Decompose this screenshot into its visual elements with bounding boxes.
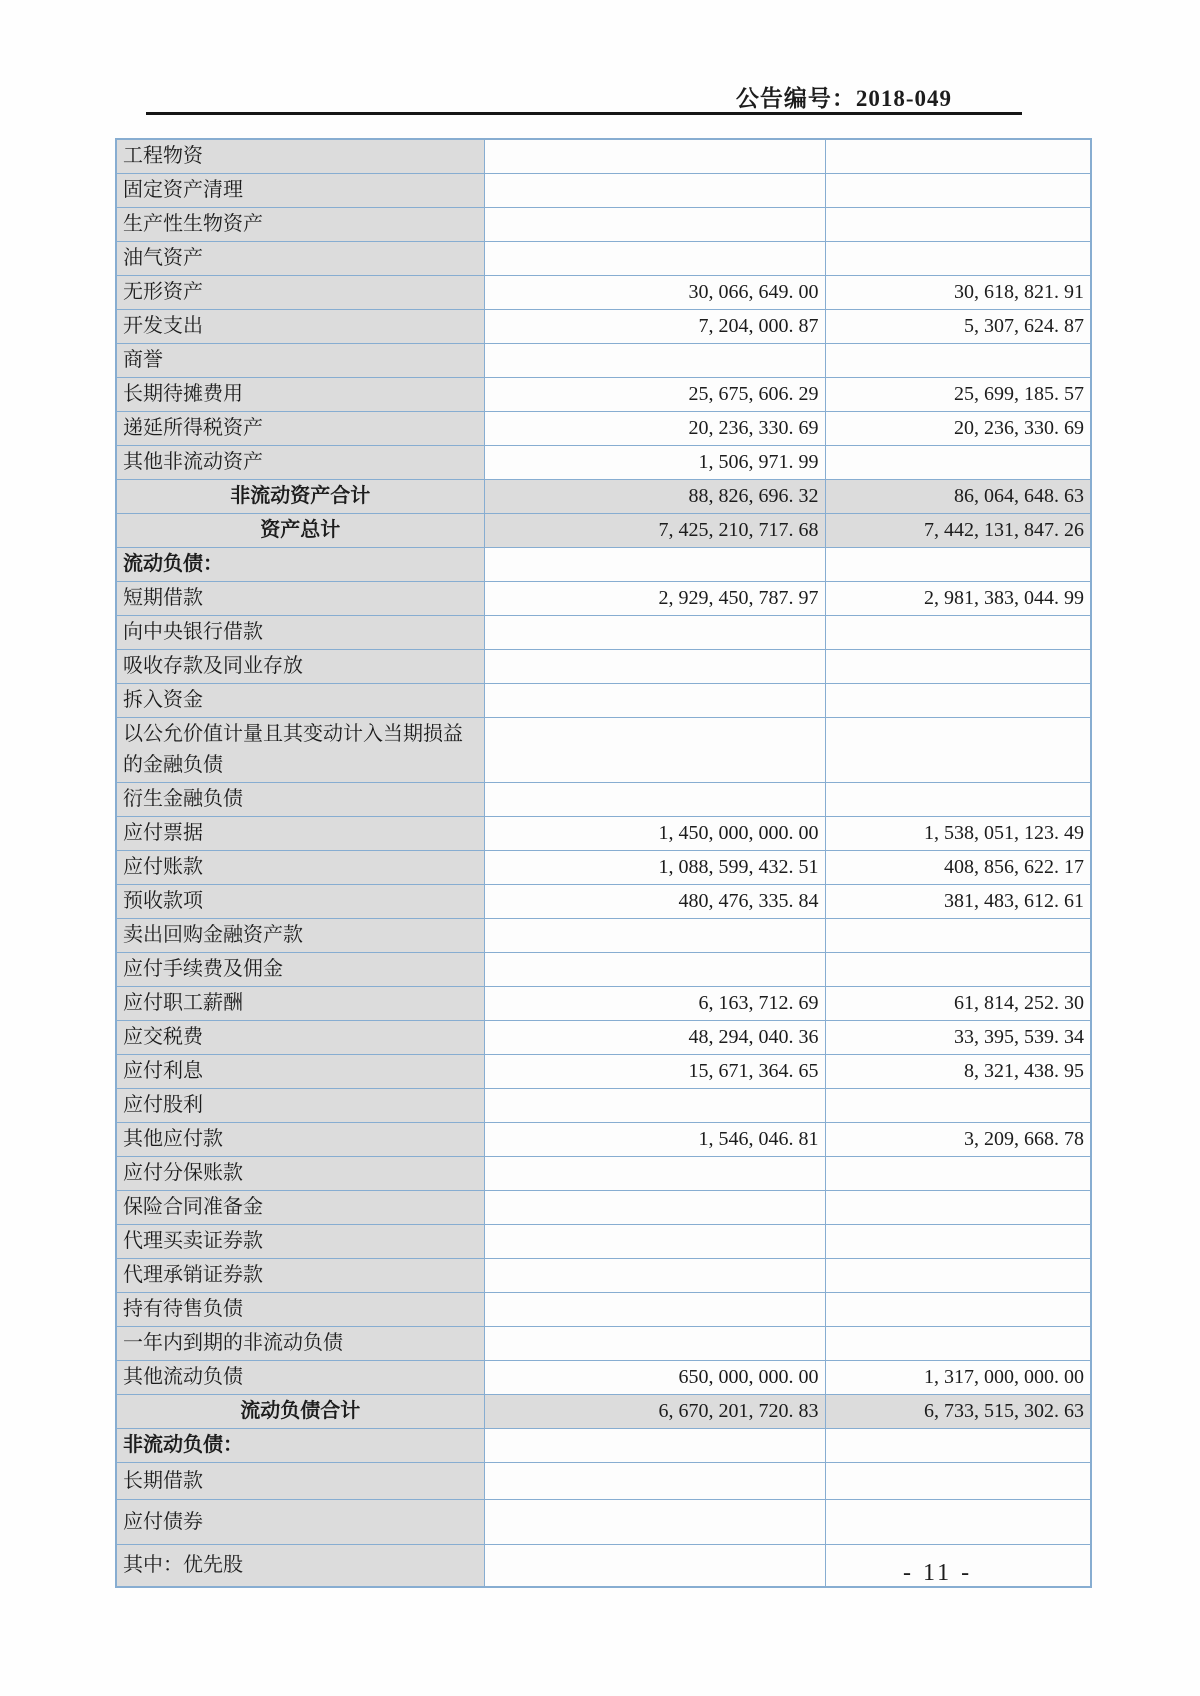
announcement-number: 公告编号：2018-049: [735, 86, 952, 111]
value-current-period: [484, 139, 825, 174]
table-row: [116, 1157, 1091, 1191]
value-prior-period: 3, 209, 668. 78: [825, 1123, 1091, 1157]
value-current-period: [484, 1500, 825, 1545]
value-current-period: [484, 1191, 825, 1225]
value-current-period: [484, 1463, 825, 1500]
table-row: [116, 1293, 1091, 1327]
row-label: 流动负债合计: [116, 1395, 484, 1429]
value-prior-period: [825, 718, 1091, 783]
value-prior-period: [825, 684, 1091, 718]
table-row: [116, 987, 1091, 1021]
row-label: 长期借款: [116, 1463, 484, 1500]
value-prior-period: 86, 064, 648. 63: [825, 480, 1091, 514]
row-label: 开发支出: [116, 310, 484, 344]
table-row: [116, 817, 1091, 851]
value-prior-period: [825, 1327, 1091, 1361]
value-current-period: 2, 929, 450, 787. 97: [484, 582, 825, 616]
value-prior-period: [825, 1259, 1091, 1293]
value-current-period: [484, 1225, 825, 1259]
table-row: [116, 1500, 1091, 1545]
table-row: [116, 242, 1091, 276]
value-prior-period: [825, 783, 1091, 817]
value-prior-period: [825, 208, 1091, 242]
row-label: 应付股利: [116, 1089, 484, 1123]
table-row: [116, 446, 1091, 480]
row-label: 向中央银行借款: [116, 616, 484, 650]
row-label: 商誉: [116, 344, 484, 378]
table-row: [116, 1259, 1091, 1293]
row-label: 应付利息: [116, 1055, 484, 1089]
value-current-period: [484, 650, 825, 684]
row-label: 长期待摊费用: [116, 378, 484, 412]
row-label: 应付债券: [116, 1500, 484, 1545]
value-prior-period: [825, 344, 1091, 378]
row-label: 应付职工薪酬: [116, 987, 484, 1021]
row-label: 以公允价值计量且其变动计入当期损益的金融负债: [116, 718, 484, 783]
table-row: [116, 582, 1091, 616]
row-label: 短期借款: [116, 582, 484, 616]
value-current-period: 1, 546, 046. 81: [484, 1123, 825, 1157]
table-row: [116, 650, 1091, 684]
table-row: [116, 783, 1091, 817]
table-row: [116, 953, 1091, 987]
table-row: [116, 1225, 1091, 1259]
row-label: 拆入资金: [116, 684, 484, 718]
table-row: [116, 310, 1091, 344]
row-label: 代理买卖证券款: [116, 1225, 484, 1259]
value-prior-period: [825, 650, 1091, 684]
balance-sheet-body: [116, 139, 1091, 1587]
table-row: [116, 718, 1091, 783]
table-row: [116, 208, 1091, 242]
table-row: [116, 919, 1091, 953]
value-prior-period: [825, 1157, 1091, 1191]
table-row: [116, 276, 1091, 310]
table-row: [116, 616, 1091, 650]
value-current-period: [484, 548, 825, 582]
value-current-period: [484, 1429, 825, 1463]
value-current-period: [484, 783, 825, 817]
table-row: [116, 480, 1091, 514]
row-label: 其他流动负债: [116, 1361, 484, 1395]
value-current-period: 6, 670, 201, 720. 83: [484, 1395, 825, 1429]
value-prior-period: 8, 321, 438. 95: [825, 1055, 1091, 1089]
value-prior-period: [825, 548, 1091, 582]
table-row: [116, 1191, 1091, 1225]
value-current-period: [484, 174, 825, 208]
row-label: 其中：优先股: [116, 1545, 484, 1587]
value-current-period: 1, 506, 971. 99: [484, 446, 825, 480]
table-row: [116, 174, 1091, 208]
table-row: [116, 514, 1091, 548]
value-prior-period: 20, 236, 330. 69: [825, 412, 1091, 446]
value-prior-period: 6, 733, 515, 302. 63: [825, 1395, 1091, 1429]
row-label: 非流动负债：: [116, 1429, 484, 1463]
value-prior-period: [825, 616, 1091, 650]
value-prior-period: 381, 483, 612. 61: [825, 885, 1091, 919]
table-row: [116, 412, 1091, 446]
table-row: [116, 1055, 1091, 1089]
balance-sheet-table: [115, 138, 1092, 1588]
value-current-period: [484, 242, 825, 276]
value-current-period: 1, 088, 599, 432. 51: [484, 851, 825, 885]
value-prior-period: 1, 538, 051, 123. 49: [825, 817, 1091, 851]
row-label: 吸收存款及同业存放: [116, 650, 484, 684]
table-row: [116, 548, 1091, 582]
row-label: 应交税费: [116, 1021, 484, 1055]
table-row: [116, 851, 1091, 885]
table-row: [116, 378, 1091, 412]
value-current-period: 48, 294, 040. 36: [484, 1021, 825, 1055]
row-label: 递延所得税资产: [116, 412, 484, 446]
row-label: 油气资产: [116, 242, 484, 276]
page-number: - 11 -: [903, 1560, 973, 1586]
value-current-period: 25, 675, 606. 29: [484, 378, 825, 412]
row-label: 无形资产: [116, 276, 484, 310]
row-label: 卖出回购金融资产款: [116, 919, 484, 953]
table-row: [116, 1429, 1091, 1463]
row-label: 固定资产清理: [116, 174, 484, 208]
value-current-period: [484, 953, 825, 987]
table-row: [116, 1123, 1091, 1157]
value-prior-period: 33, 395, 539. 34: [825, 1021, 1091, 1055]
value-prior-period: [825, 1293, 1091, 1327]
table-row: [116, 344, 1091, 378]
table-row: [116, 1361, 1091, 1395]
row-label: 应付账款: [116, 851, 484, 885]
value-current-period: 7, 204, 000. 87: [484, 310, 825, 344]
value-current-period: [484, 344, 825, 378]
table-row: [116, 1463, 1091, 1500]
value-prior-period: 7, 442, 131, 847. 26: [825, 514, 1091, 548]
row-label: 一年内到期的非流动负债: [116, 1327, 484, 1361]
value-current-period: 20, 236, 330. 69: [484, 412, 825, 446]
row-label: 流动负债：: [116, 548, 484, 582]
row-label: 资产总计: [116, 514, 484, 548]
value-current-period: 650, 000, 000. 00: [484, 1361, 825, 1395]
row-label: 应付票据: [116, 817, 484, 851]
value-prior-period: [825, 1500, 1091, 1545]
table-row: [116, 885, 1091, 919]
value-current-period: [484, 684, 825, 718]
value-prior-period: 25, 699, 185. 57: [825, 378, 1091, 412]
value-current-period: [484, 616, 825, 650]
row-label: 应付手续费及佣金: [116, 953, 484, 987]
table-row: [116, 1089, 1091, 1123]
table-row: [116, 684, 1091, 718]
value-prior-period: [825, 446, 1091, 480]
value-prior-period: [825, 953, 1091, 987]
value-current-period: [484, 1089, 825, 1123]
table-row: [116, 1021, 1091, 1055]
table-row: [116, 1327, 1091, 1361]
value-prior-period: 61, 814, 252. 30: [825, 987, 1091, 1021]
value-prior-period: [825, 1089, 1091, 1123]
value-prior-period: [825, 919, 1091, 953]
value-current-period: [484, 1545, 825, 1587]
value-current-period: 88, 826, 696. 32: [484, 480, 825, 514]
value-current-period: [484, 1293, 825, 1327]
table-row: [116, 1395, 1091, 1429]
value-current-period: [484, 1157, 825, 1191]
row-label: 保险合同准备金: [116, 1191, 484, 1225]
row-label: 生产性生物资产: [116, 208, 484, 242]
value-current-period: [484, 718, 825, 783]
row-label: 非流动资产合计: [116, 480, 484, 514]
value-prior-period: 1, 317, 000, 000. 00: [825, 1361, 1091, 1395]
value-current-period: 480, 476, 335. 84: [484, 885, 825, 919]
value-prior-period: 408, 856, 622. 17: [825, 851, 1091, 885]
value-current-period: 6, 163, 712. 69: [484, 987, 825, 1021]
value-current-period: 1, 450, 000, 000. 00: [484, 817, 825, 851]
row-label: 其他应付款: [116, 1123, 484, 1157]
value-current-period: [484, 208, 825, 242]
value-prior-period: [825, 174, 1091, 208]
row-label: 持有待售负债: [116, 1293, 484, 1327]
row-label: 工程物资: [116, 139, 484, 174]
value-prior-period: [825, 1463, 1091, 1500]
value-prior-period: [825, 1191, 1091, 1225]
row-label: 预收款项: [116, 885, 484, 919]
value-current-period: [484, 1259, 825, 1293]
value-prior-period: 2, 981, 383, 044. 99: [825, 582, 1091, 616]
value-prior-period: [825, 1225, 1091, 1259]
row-label: 代理承销证券款: [116, 1259, 484, 1293]
value-current-period: 7, 425, 210, 717. 68: [484, 514, 825, 548]
row-label: 其他非流动资产: [116, 446, 484, 480]
value-prior-period: [825, 139, 1091, 174]
value-current-period: 30, 066, 649. 00: [484, 276, 825, 310]
table-row: [116, 139, 1091, 174]
header-divider: [146, 112, 1022, 115]
row-label: 衍生金融负债: [116, 783, 484, 817]
value-current-period: [484, 919, 825, 953]
value-current-period: 15, 671, 364. 65: [484, 1055, 825, 1089]
value-prior-period: 30, 618, 821. 91: [825, 276, 1091, 310]
value-prior-period: [825, 1429, 1091, 1463]
value-prior-period: [825, 242, 1091, 276]
value-current-period: [484, 1327, 825, 1361]
row-label: 应付分保账款: [116, 1157, 484, 1191]
value-prior-period: 5, 307, 624. 87: [825, 310, 1091, 344]
